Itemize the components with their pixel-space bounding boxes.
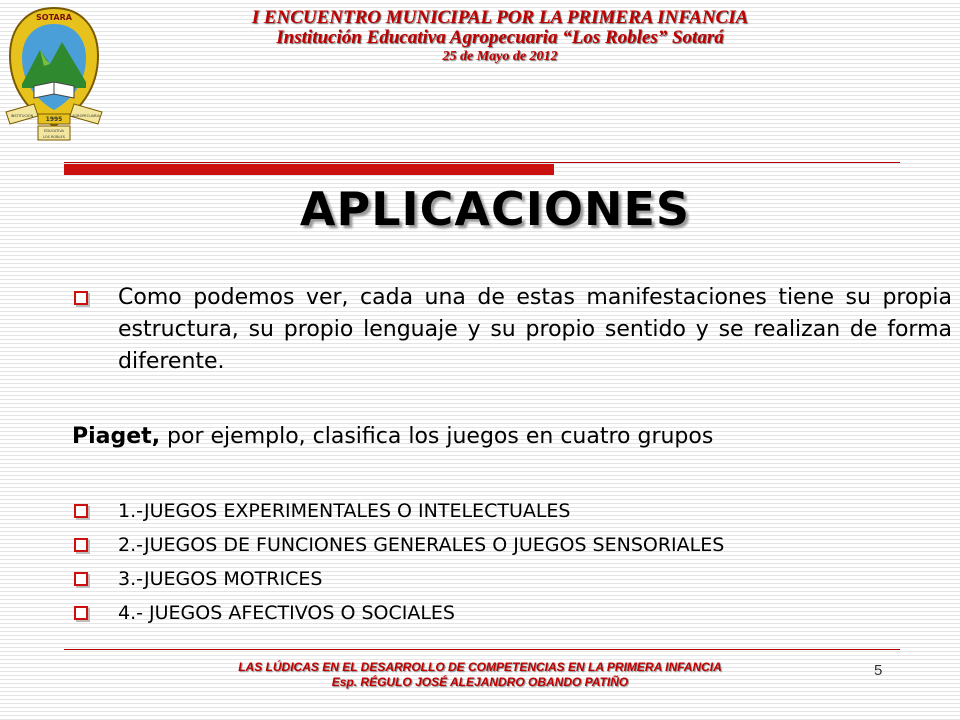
list-item: 1.-JUEGOS EXPERIMENTALES O INTELECTUALES: [118, 500, 571, 522]
bullet-square-icon: [74, 291, 88, 305]
slide-footer: [150, 660, 810, 690]
logo-year: 1995: [45, 116, 63, 123]
intro-paragraph: Como podemos ver, cada una de estas manifestaciones tiene su propia estructura, su propio lenguaje y su propio sentido y se realizan de forma diferente.: [118, 285, 952, 374]
header-red-bar: [64, 164, 554, 175]
page-number: 5: [874, 662, 883, 679]
list-item: 4.- JUEGOS AFECTIVOS O SOCIALES: [118, 602, 455, 624]
bullet-square-icon: [74, 606, 88, 620]
header-divider-line: [64, 162, 900, 163]
header-event-title: I ENCUENTRO MUNICIPAL POR LA PRIMERA INFANCIA: [251, 7, 749, 28]
slide-header: [200, 8, 800, 65]
footer-topic: LAS LÚDICAS EN EL DESARROLLO DE COMPETENCIAS EN LA PRIMERA INFANCIA: [238, 660, 722, 674]
bullet-square-icon: [74, 538, 88, 552]
piaget-text: por ejemplo, clasifica los juegos en cuatro grupos: [160, 424, 714, 449]
bullet-square-icon: [74, 504, 88, 518]
list-item: 2.-JUEGOS DE FUNCIONES GENERALES O JUEGOS SENSORIALES: [118, 534, 725, 556]
footer-divider-line: [64, 649, 900, 650]
header-date: 25 de Mayo de 2012: [442, 48, 558, 64]
slide-title: APLICACIONES: [299, 182, 691, 236]
piaget-line: [72, 424, 713, 449]
footer-author: Esp. RÉGULO JOSÉ ALEJANDRO OBANDO PATIÑO: [331, 675, 629, 689]
piaget-name: Piaget,: [72, 424, 161, 449]
header-institution: Institución Educativa Agropecuaria “Los Robles” Sotará: [276, 26, 724, 48]
logo-right-ribbon-text: AGROPECUARIA: [72, 114, 100, 118]
logo-center-ribbon-2: LOS ROBLES: [43, 135, 65, 139]
logo-top-text: SOTARA: [36, 13, 72, 22]
list-item: 3.-JUEGOS MOTRICES: [118, 568, 323, 590]
logo-center-ribbon-1: EDUCATIVA: [44, 129, 64, 133]
school-crest-logo: [4, 4, 104, 144]
bullet-square-icon: [74, 572, 88, 586]
logo-left-ribbon-text: INSTITUCIÓN: [10, 114, 34, 118]
